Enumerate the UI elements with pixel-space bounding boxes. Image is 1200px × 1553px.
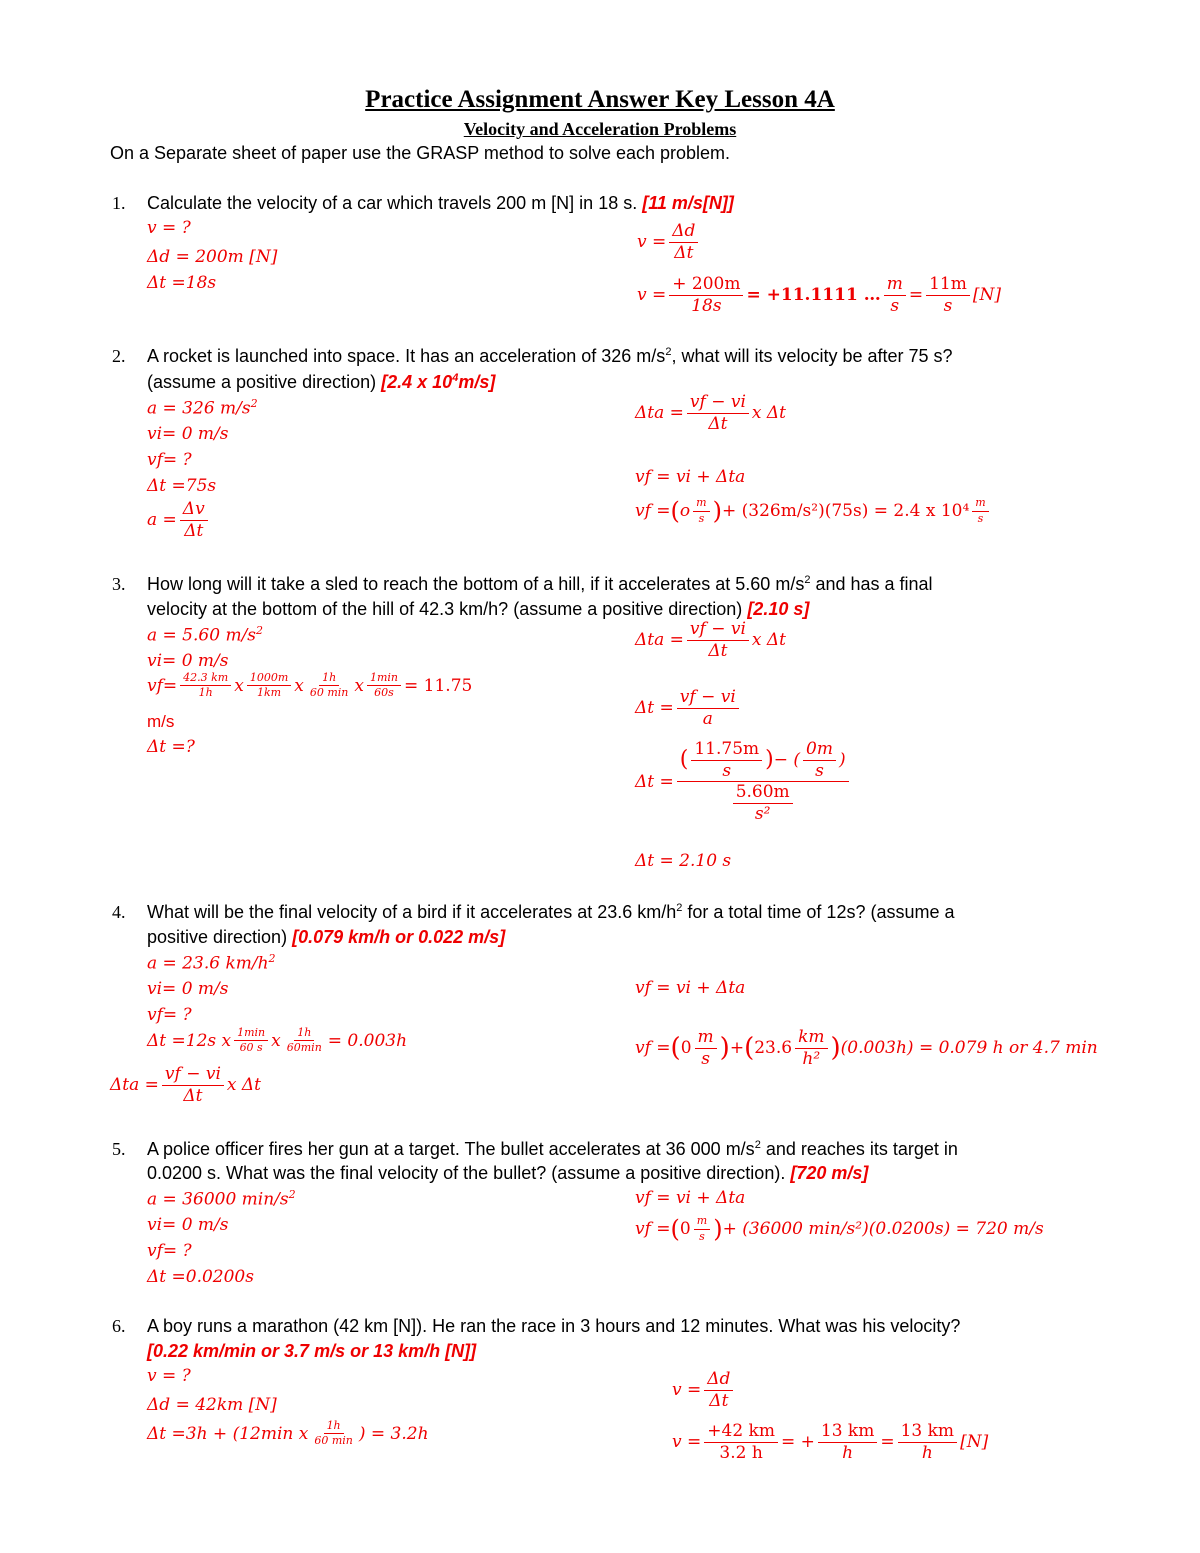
formula-final-velocity: vf = vi + Δta	[635, 978, 746, 998]
fraction: $\frac{1h}{60 \min}$	[309, 671, 349, 700]
time-conversion: Δt =12s x $\frac{1\min}{60 s}$ x $\frac{1h}{60\min}$ = 0.003h	[147, 1026, 408, 1055]
fraction: $\frac{42.3 km}{1h}$	[180, 672, 231, 699]
given-velocity: v = ?	[147, 218, 191, 238]
formula-delta-ta: Δta = $\frac{vf - vi}{\Delta t}$ x Δt	[110, 1064, 262, 1106]
formula-final-velocity: vf = vi + Δta	[635, 1188, 746, 1208]
given-initial-velocity: vi= 0 m/s	[147, 651, 229, 671]
fraction: $\frac{vf - vi}{\Delta t}$	[687, 393, 749, 433]
given-displacement: Δd = 42km [N]	[147, 1395, 277, 1415]
fraction: $\frac{+ 200m}{18s}$	[669, 275, 743, 315]
unit-label: m/s	[147, 712, 175, 731]
calc-final-velocity: vf = ( 0 $\frac{m}{s}$ ) + (36000 min/s²)(0.0200s) = 720 m/s	[635, 1214, 1044, 1243]
fraction: $\frac{+42 km}{3.2 h}$	[704, 1422, 778, 1462]
result-delta-t: Δt = 2.10 s	[635, 851, 732, 871]
fraction: $\frac{1h}{60 \min}$	[314, 1419, 353, 1448]
problem-answer: [720 m/s]	[790, 1163, 869, 1183]
problem-text: A boy runs a marathon (42 km [N]). He ran the race in 3 hours and 12 minutes. What was his velocity?	[147, 1316, 961, 1336]
calc-delta-t: Δt = ( $\frac{11.75m}{s}$ ) − ( $\frac{0m}{s}$ ) $\frac{5.60m}{\text{s²}}$	[635, 740, 852, 824]
unit-conversion: vf= $\frac{42.3 km}{1h}$ x $\frac{1000m}{1km}$ x $\frac{1h}{60 \min}$ x $\frac{1\min}{60s}$ = 11.75	[147, 671, 473, 700]
given-acceleration: a = 326 $m/s^2$	[147, 397, 258, 419]
problem-text-line2: velocity at the bottom of the hill of 42.3 km/h? (assume a positive direction) [2.10 s]	[147, 599, 810, 619]
fraction: $\frac{11.75m}{s}$	[691, 740, 762, 780]
problem-answer: [0.079 km/h or 0.022 m/s]	[292, 927, 506, 947]
given-acceleration: a = 36000 $\min/s^2$	[147, 1188, 296, 1210]
problem-text-line2: 0.0200 s. What was the final velocity of the bullet? (assume a positive direction). [720 m/s]	[147, 1163, 869, 1183]
formula-final-velocity: vf = vi + Δta	[635, 467, 746, 487]
fraction: $\frac{m}{s}$	[884, 275, 906, 315]
fraction: $\frac{vf - vi}{\Delta t}$	[687, 620, 749, 660]
fraction: $\frac{m}{s}$	[693, 497, 709, 524]
fraction: ( $\frac{11.75m}{s}$ ) − ( $\frac{0m}{s}$ ) $\frac{5.60m}{\text{s²}}$	[677, 740, 849, 824]
problem-number: 6.	[112, 1316, 126, 1336]
fraction: $\frac{vf - vi}{a}$	[677, 688, 739, 728]
problem-number: 4.	[112, 902, 126, 922]
given-time: Δt =0.0200s	[147, 1267, 254, 1287]
fraction: $\frac{vf - vi}{\Delta t}$	[162, 1065, 224, 1105]
given-time: Δt =75s	[147, 476, 217, 496]
fraction: $\frac{m}{s}$	[694, 1215, 710, 1242]
formula-velocity: v = $\frac{\Delta d}{\Delta t}$	[672, 1370, 736, 1410]
fraction: $\frac{13 km}{h}$	[818, 1422, 877, 1462]
given-velocity: v = ?	[147, 1366, 191, 1386]
given-final-velocity: vf= ?	[147, 450, 192, 470]
fraction: $\frac{m}{s}$	[972, 497, 988, 524]
instructions: On a Separate sheet of paper use the GRASP method to solve each problem.	[110, 143, 731, 163]
formula-delta-ta: Δta = $\frac{vf - vi}{\Delta t}$ x Δt	[635, 392, 787, 434]
problem-number: 1.	[112, 193, 126, 213]
calc-final-velocity: vf = ( 0 $\frac{m}{s}$ ) + ( 23.6 $\frac{km}{\text{h²}}$ ) (0.003h) = 0.079 h or 4.7 min	[635, 1027, 1098, 1069]
problem-answer: [2.10 s]	[747, 599, 810, 619]
formula-acceleration: a = $\frac{\Delta v}{\Delta t}$	[147, 500, 211, 540]
given-initial-velocity: vi= 0 m/s	[147, 424, 229, 444]
problem-text: Calculate the velocity of a car which travels 200 m [N] in 18 s. [11 m/s[N]]	[147, 193, 734, 213]
given-initial-velocity: vi= 0 m/s	[147, 1215, 229, 1235]
problem-number: 5.	[112, 1139, 126, 1159]
problem-text-line2: positive direction) [0.079 km/h or 0.022 m/s]	[147, 927, 506, 947]
formula-velocity: v = $\frac{\Delta d}{\Delta t}$	[637, 222, 701, 262]
problem-text: How long will it take a sled to reach the bottom of a hill, if it accelerates at 5.60 $m/s^2$ and has a final	[147, 574, 933, 594]
fraction: $\frac{m}{s}$	[695, 1028, 717, 1068]
fraction: $\frac{\Delta d}{\Delta t}$	[704, 1370, 733, 1410]
formula-delta-ta: Δta = $\frac{vf - vi}{\Delta t}$ x Δt	[635, 619, 787, 661]
given-final-velocity: vf= ?	[147, 1241, 192, 1261]
page-title: Practice Assignment Answer Key Lesson 4A	[365, 86, 835, 113]
given-final-velocity: vf= ?	[147, 1005, 192, 1025]
problem-answer: [0.22 km/min or 3.7 m/s or 13 km/h [N]]	[147, 1341, 477, 1361]
fraction: $\frac{0m}{s}$	[803, 740, 836, 780]
fraction: $\frac{\Delta d}{\Delta t}$	[669, 222, 698, 262]
problem-answer: [11 m/s[N]]	[642, 193, 734, 213]
calc-velocity: v = $\frac{+ 200m}{18s}$ = +11.1111 … $\frac{m}{s}$ = $\frac{11m}{s}$ [N]	[637, 274, 1001, 316]
fraction: $\frac{11m}{s}$	[926, 275, 970, 315]
fraction: $\frac{1000m}{1km}$	[247, 672, 291, 699]
fraction: $\frac{13 km}{h}$	[898, 1422, 957, 1462]
given-acceleration: a = 5.60 $m/s^2$	[147, 624, 264, 646]
given-acceleration: a = 23.6 $km/h^2$	[147, 952, 276, 974]
problem-number: 3.	[112, 574, 126, 594]
problem-text-line2: (assume a positive direction) [2.4 x $10^4m/s$]	[147, 372, 496, 392]
problem-answer: [2.4 x $10^4m/s$]	[381, 372, 496, 392]
given-time: Δt =?	[147, 737, 195, 757]
calc-final-velocity: vf = ( o $\frac{m}{s}$ ) + (326m/s²)(75s) = 2.4 x 10⁴ $\frac{m}{s}$	[635, 497, 992, 525]
problem-text: A police officer fires her gun at a target. The bullet accelerates at 36 000 $m/s^2$ and reaches its target in	[147, 1139, 958, 1159]
problem-number: 2.	[112, 346, 126, 366]
problem-text: What will be the final velocity of a bird if it accelerates at 23.6 $km/h^2$ for a total time of 12s? (assume a	[147, 902, 955, 922]
page-subtitle: Velocity and Acceleration Problems	[463, 119, 737, 139]
given-displacement: Δd = 200m [N]	[147, 247, 278, 267]
fraction: $\frac{\Delta v}{\Delta t}$	[180, 500, 208, 540]
given-initial-velocity: vi= 0 m/s	[147, 979, 229, 999]
fraction: $\frac{km}{\text{h²}}$	[795, 1028, 827, 1068]
calc-velocity: v = $\frac{+42 km}{3.2 h}$ = + $\frac{13 km}{h}$ = $\frac{13 km}{h}$ [N]	[672, 1421, 989, 1463]
fraction: $\frac{1\min}{60 s}$	[234, 1027, 268, 1054]
fraction: $\frac{1h}{60\min}$	[286, 1026, 322, 1055]
fraction: $\frac{1\min}{60s}$	[367, 672, 401, 699]
formula-delta-t: Δt = $\frac{vf - vi}{a}$	[635, 688, 742, 728]
given-time: Δt =18s	[147, 273, 217, 293]
fraction: $\frac{5.60m}{\text{s²}}$	[733, 783, 793, 823]
time-conversion: Δt =3h + (12min x $\frac{1h}{60 \min}$ ) = 3.2h	[147, 1419, 429, 1448]
problem-text: A rocket is launched into space. It has an acceleration of 326 $m/s^2$, what will its velocity be after 75 s?	[147, 346, 953, 366]
